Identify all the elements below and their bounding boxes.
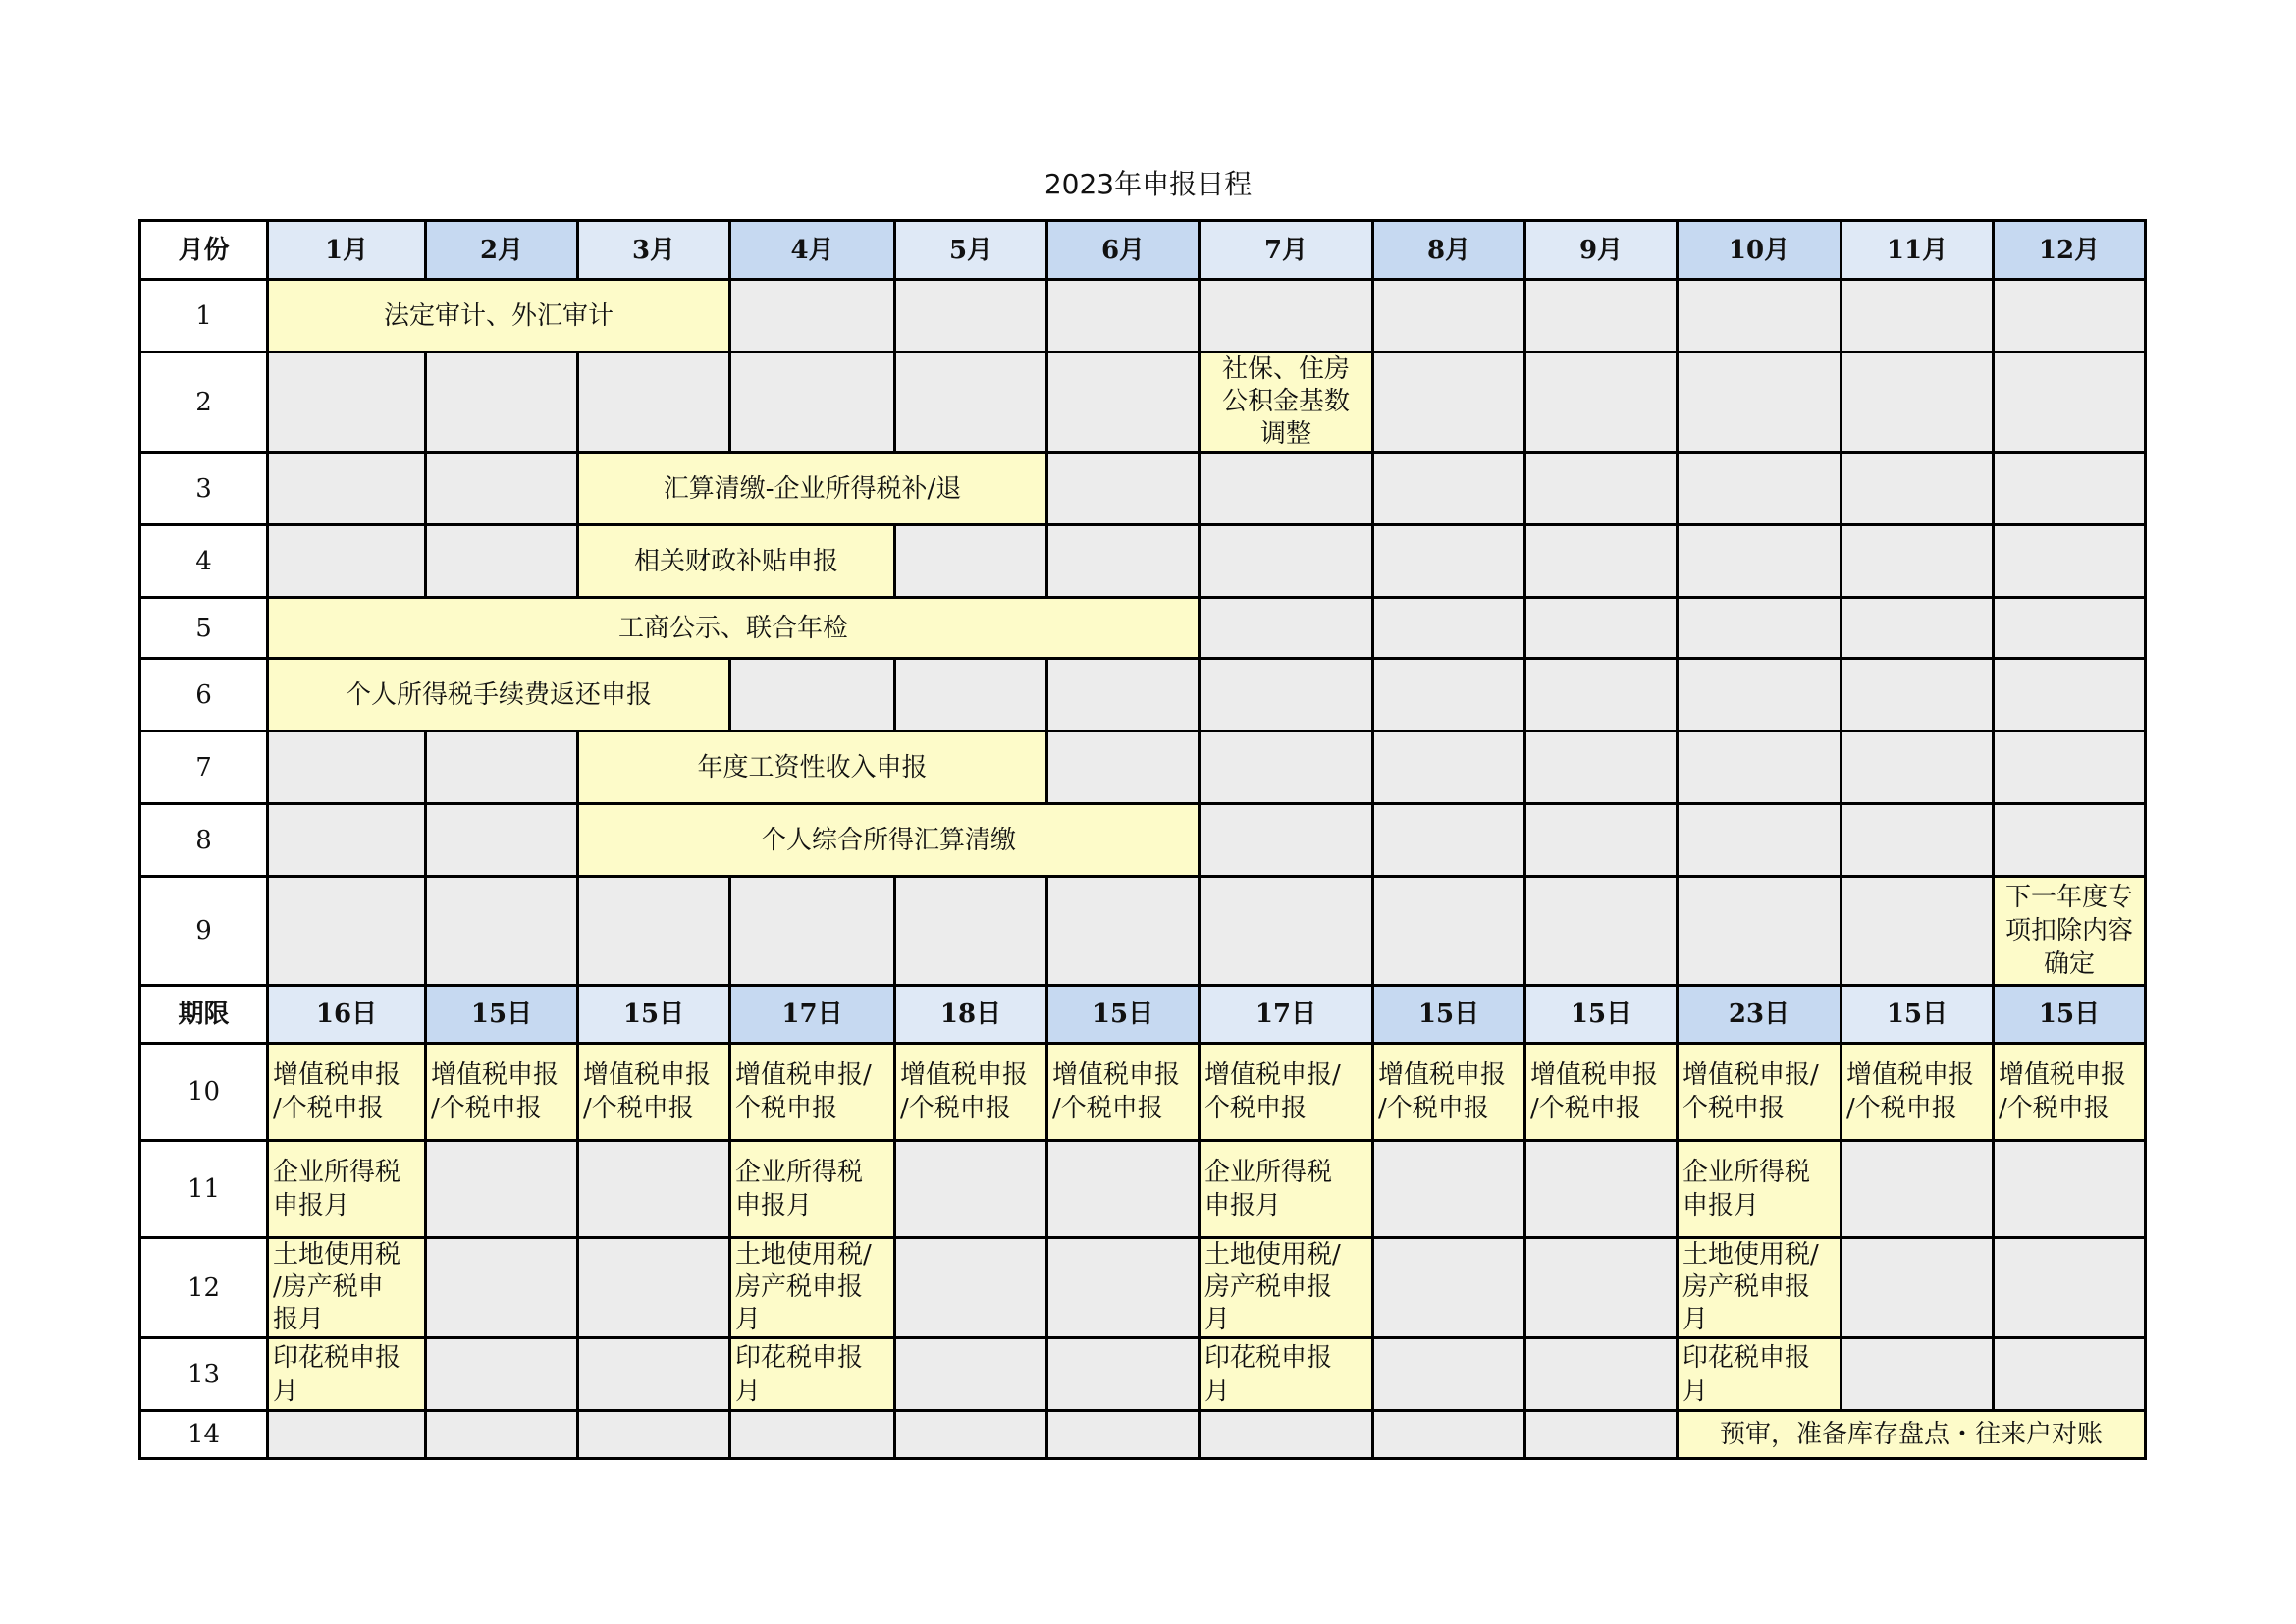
task-cell: 预审，准备库存盘点・往来户对账 [1678, 1411, 2146, 1459]
task-cell: 社保、住房 公积金基数 调整 [1200, 352, 1373, 453]
month-header: 6月 [1047, 221, 1200, 280]
task-cell: 企业所得税 申报月 [268, 1141, 426, 1238]
row-number: 4 [140, 525, 268, 598]
deadline-day: 18日 [895, 986, 1047, 1044]
row-number: 11 [140, 1141, 268, 1238]
task-cell: 企业所得税 申报月 [1678, 1141, 1842, 1238]
table-row [140, 280, 2146, 352]
task-cell: 增值税申报 /个税申报 [1047, 1044, 1200, 1141]
task-cell: 法定审计、外汇审计 [268, 280, 730, 352]
month-header-row [140, 221, 2146, 280]
task-cell: 印花税申报 月 [1200, 1338, 1373, 1411]
task-cell: 土地使用税/ 房产税申报 月 [730, 1238, 895, 1338]
task-cell: 增值税申报 /个税申报 [1525, 1044, 1678, 1141]
month-header: 11月 [1842, 221, 1994, 280]
row-number: 13 [140, 1338, 268, 1411]
month-header: 10月 [1678, 221, 1842, 280]
task-cell: 土地使用税/ 房产税申报 月 [1678, 1238, 1842, 1338]
table-row [140, 1338, 2146, 1411]
task-cell: 增值税申报 /个税申报 [578, 1044, 730, 1141]
task-cell: 企业所得税 申报月 [1200, 1141, 1373, 1238]
table-row [140, 1044, 2146, 1141]
row-number: 1 [140, 280, 268, 352]
row-number: 12 [140, 1238, 268, 1338]
task-cell: 增值税申报/ 个税申报 [730, 1044, 895, 1141]
page-title: 2023年申报日程 [1043, 168, 1253, 200]
deadline-label: 期限 [140, 986, 268, 1044]
month-header: 9月 [1525, 221, 1678, 280]
table-row [140, 1238, 2146, 1338]
table-row [140, 877, 2146, 986]
month-header: 4月 [730, 221, 895, 280]
deadline-day: 23日 [1678, 986, 1842, 1044]
deadline-day: 17日 [1200, 986, 1373, 1044]
task-cell: 印花税申报 月 [268, 1338, 426, 1411]
deadline-day: 15日 [578, 986, 730, 1044]
task-cell: 增值税申报 /个税申报 [1994, 1044, 2146, 1141]
row-number: 10 [140, 1044, 268, 1141]
table-row [140, 659, 2146, 731]
table-row [140, 731, 2146, 804]
table-row [140, 598, 2146, 659]
row-number: 2 [140, 352, 268, 453]
month-header: 8月 [1373, 221, 1525, 280]
task-cell: 印花税申报 月 [730, 1338, 895, 1411]
task-cell: 个人综合所得汇算清缴 [578, 804, 1200, 877]
table-row [140, 525, 2146, 598]
row-number: 5 [140, 598, 268, 659]
month-header: 12月 [1994, 221, 2146, 280]
deadline-day: 15日 [1525, 986, 1678, 1044]
task-cell: 增值税申报/ 个税申报 [1200, 1044, 1373, 1141]
deadline-day: 15日 [426, 986, 578, 1044]
table-row [140, 804, 2146, 877]
table-row [140, 352, 2146, 453]
table-row [140, 453, 2146, 525]
task-cell: 企业所得税 申报月 [730, 1141, 895, 1238]
task-cell: 增值税申报 /个税申报 [1842, 1044, 1994, 1141]
deadline-day: 15日 [1842, 986, 1994, 1044]
deadline-day: 15日 [1994, 986, 2146, 1044]
task-cell: 土地使用税/ 房产税申报 月 [1200, 1238, 1373, 1338]
month-header: 1月 [268, 221, 426, 280]
task-cell: 个人所得税手续费返还申报 [268, 659, 730, 731]
task-cell: 工商公示、联合年检 [268, 598, 1200, 659]
row-number: 3 [140, 453, 268, 525]
month-header: 2月 [426, 221, 578, 280]
task-cell: 相关财政补贴申报 [578, 525, 895, 598]
task-cell: 下一年度专 项扣除内容 确定 [1994, 877, 2146, 986]
table-row [140, 1141, 2146, 1238]
row-number: 14 [140, 1411, 268, 1459]
task-cell: 年度工资性收入申报 [578, 731, 1047, 804]
deadline-header-row [140, 986, 2146, 1044]
row-number: 9 [140, 877, 268, 986]
task-cell: 增值税申报 /个税申报 [268, 1044, 426, 1141]
deadline-day: 15日 [1047, 986, 1200, 1044]
task-cell: 增值税申报 /个税申报 [426, 1044, 578, 1141]
month-header-label: 月份 [140, 221, 268, 280]
task-cell: 印花税申报 月 [1678, 1338, 1842, 1411]
task-cell: 增值税申报 /个税申报 [895, 1044, 1047, 1141]
deadline-day: 15日 [1373, 986, 1525, 1044]
month-header: 5月 [895, 221, 1047, 280]
month-header: 3月 [578, 221, 730, 280]
row-number: 7 [140, 731, 268, 804]
task-cell: 汇算清缴-企业所得税补/退 [578, 453, 1047, 525]
task-cell: 土地使用税 /房产税申 报月 [268, 1238, 426, 1338]
task-cell: 增值税申报/ 个税申报 [1678, 1044, 1842, 1141]
deadline-day: 16日 [268, 986, 426, 1044]
schedule-table [138, 219, 2147, 1460]
deadline-day: 17日 [730, 986, 895, 1044]
row-number: 8 [140, 804, 268, 877]
row-number: 6 [140, 659, 268, 731]
month-header: 7月 [1200, 221, 1373, 280]
task-cell: 增值税申报 /个税申报 [1373, 1044, 1525, 1141]
table-row [140, 1411, 2146, 1459]
